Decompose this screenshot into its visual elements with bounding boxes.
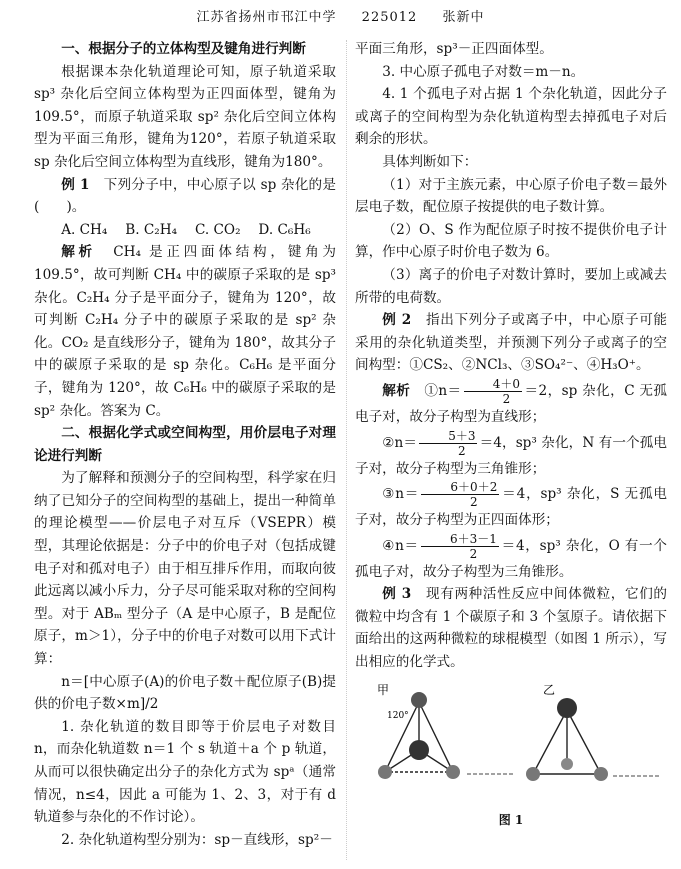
judgement-1: （1）对于主族元素，中心原子价电子数＝最外层电子数，配位原子按提供的电子数计算。 xyxy=(355,176,667,216)
model-a-label: 甲 xyxy=(377,682,390,697)
left-column xyxy=(34,38,336,851)
right-column xyxy=(355,38,668,828)
fraction-2 xyxy=(419,429,477,458)
example-1-options: A. CH₄ B. C₂H₄ C. CO₂ D. C₆H₆ xyxy=(61,221,311,238)
column-divider xyxy=(346,40,347,860)
example-1-text: 下列分子中，中心原子以 sp 杂化的是( )。 xyxy=(34,176,337,216)
atom-c-a xyxy=(409,740,429,760)
section-2-paragraph: 为了解释和预测分子的空间构型，科学家在归纳了已知分子的空间构型的基础上，提出一种简单的理论模型——价层电子对互斥（VSEPR）模型，其理论依据是：分子中的价电子对（包括成键电子对和孤对电子）由于相互排斥作用，而取向彼此远离以减小斥力，分子尽可能采取对称的空间构型。对于 ABₘ 型分子（A 是中心原子，B 是配位原子，m＞1），分子中的价电子对数可以用下式计算： xyxy=(34,470,336,668)
rule-4: 4. 1 个孤电子对占据 1 个杂化轨道，因此分子或离子的空间构型为杂化轨道构型去掉孤电子对后剩余的形状。 xyxy=(355,86,667,148)
answer-2-prefix: ②n＝ xyxy=(382,434,418,451)
page-header xyxy=(0,6,681,25)
fraction-3-denominator: 2 xyxy=(470,495,478,510)
fraction-2-numerator: 5＋3 xyxy=(419,429,477,444)
example-3-text: 现有两种活性反应中间体微粒，它们的微粒中均含有 1 个碳原子和 3 个氢原子。请依据下面给出的这两种微粒的球棍模型（如图 1 所示），写出相应的化学式。 xyxy=(355,586,668,671)
rule-3: 3. 中心原子孤电子对数＝m－n。 xyxy=(382,63,585,80)
atom-h-left-b xyxy=(526,767,540,781)
figure-1 xyxy=(355,680,667,828)
example-2-answer-label: 解析 xyxy=(382,382,411,399)
answer-1-prefix: ①n＝ xyxy=(424,382,462,399)
model-b-label: 乙 xyxy=(543,682,556,697)
atom-h-left-a xyxy=(378,765,392,779)
rule-2: 2. 杂化轨道构型分别为：sp－直线形，sp²－ xyxy=(61,831,333,848)
judgement-2: （2）O、S 作为配位原子时按不提供价电子计算，作中心原子时价电子数为 6。 xyxy=(355,221,667,261)
section-1-title: 一、根据分子的立体构型及键角进行判断 xyxy=(61,41,306,57)
answer-4-prefix: ④n＝ xyxy=(382,537,419,554)
example-1-answer xyxy=(34,241,336,422)
atom-c-b xyxy=(557,698,577,718)
answer-3-prefix: ③n＝ xyxy=(382,486,420,503)
section-1-paragraph: 根据课本杂化轨道理论可知，原子轨道采取sp³ 杂化后空间立体构型为正四面体型，键角为109.5°，而原子轨道采取 sp² 杂化后空间立体构型为平面三角形，键角为120°，若原子轨道采取sp 杂化后空间立体构型为直线形，键角为180°。 xyxy=(34,63,336,170)
example-1 xyxy=(34,174,336,219)
header-postcode: 225012 xyxy=(361,10,418,25)
answer-3-text: ＝4，sp³ 杂化，S 无孤电子对，故分子构型为正四面体形； xyxy=(355,486,667,529)
judgement-intro: 具体判断如下： xyxy=(382,153,478,170)
example-3 xyxy=(355,583,667,673)
answer-3 xyxy=(355,480,667,532)
fraction-1-numerator: 4＋0 xyxy=(464,377,522,392)
example-1-label: 例 1 xyxy=(61,176,90,193)
fraction-1 xyxy=(464,377,522,406)
example-1-answer-label: 解析 xyxy=(61,244,96,261)
atom-h-back-b xyxy=(561,758,573,770)
answer-1-text: ＝2，sp 杂化，C 无孤电子对，故分子构型为直线形； xyxy=(355,382,668,425)
judgement-3: （3）离子的价电子对数计算时，要加上或减去所带的电荷数。 xyxy=(355,266,667,306)
fraction-4-numerator: 6＋3－1 xyxy=(421,532,499,547)
atom-h-right-b xyxy=(594,767,608,781)
answer-4 xyxy=(355,532,667,584)
fraction-2-denominator: 2 xyxy=(458,443,466,458)
rule-1: 1. 杂化轨道的数目即等于价层电子对数目 n，而杂化轨道数 n＝1 个 s 轨道＋a 个 p 轨道，从而可以很快确定出分子的杂化方式为 spᵃ（通常情况，n≤4，因此 a 可能为 1、2、3，对于有 d 轨道参与杂化的不作讨论）。 xyxy=(34,718,336,826)
example-2-label: 例 2 xyxy=(382,312,412,329)
rule-2-continued: 平面三角形，sp³－正四面体型。 xyxy=(355,41,553,57)
fraction-4-denominator: 2 xyxy=(469,546,478,561)
formula: n＝[中心原子(A)的价电子数＋配位原子(B)提供的价电子数×m]/2 xyxy=(34,673,336,713)
answer-2 xyxy=(355,429,667,481)
ball-and-stick-models xyxy=(355,680,667,800)
atom-h-right-a xyxy=(446,765,460,779)
answer-2-text: ＝4，sp³ 杂化，N 有一个孤电子对，故分子构型为三角锥形； xyxy=(355,434,667,477)
angle-label: 120° xyxy=(387,710,409,721)
fraction-3 xyxy=(421,480,499,509)
fraction-4 xyxy=(421,532,499,561)
header-author: 张新中 xyxy=(442,10,485,25)
example-2-text: 指出下列分子或离子中，中心原子可能采用的杂化轨道类型，并预测下列分子或离子的空间构型：①CS₂、②NCl₃、③SO₄²⁻、④H₃O⁺。 xyxy=(355,312,668,374)
example-2 xyxy=(355,309,667,377)
atom-h-top-a xyxy=(411,692,427,708)
fraction-1-denominator: 2 xyxy=(502,391,511,406)
example-1-answer-text: CH₄ 是正四面体结构，键角为109.5°，故可判断 CH₄ 中的碳原子采取的是 sp³ 杂化。C₂H₄ 分子是平面分子，键角为 120°，故可判断 C₂H₄ 分子中的碳原子采取的是 sp² 杂化。CO₂ 是直线形分子，键角为 180°，故其分子中的碳原子采取的是 sp 杂化。C₆H₆ 是平面分子，键角为 120°，故 C₆H₆ 中的碳原子采取的是 sp² 杂化。答案为 C。 xyxy=(34,244,337,419)
fraction-3-numerator: 6＋0＋2 xyxy=(421,480,499,495)
section-2-title: 二、根据化学式或空间构型，用价层电子对理论进行判断 xyxy=(34,425,336,464)
header-school: 江苏省扬州市邗江中学 xyxy=(196,10,337,25)
figure-caption: 图 1 xyxy=(498,813,524,828)
example-3-label: 例 3 xyxy=(382,586,412,603)
answer-4-text: ＝4，sp³ 杂化，O 有一个孤电子对，故分子构型为三角锥形。 xyxy=(355,537,667,580)
answer-1 xyxy=(355,377,667,429)
